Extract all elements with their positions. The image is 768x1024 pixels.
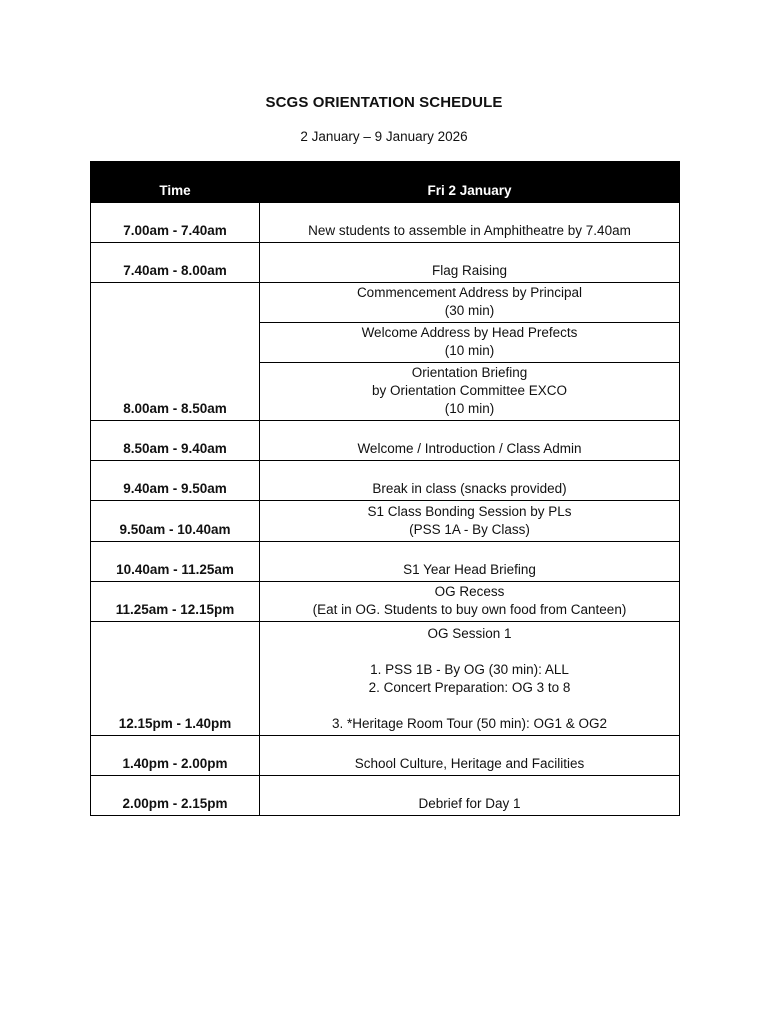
table-row — [91, 736, 680, 776]
table-row — [91, 542, 680, 582]
activity-cell: Welcome Address by Head Prefects (10 min) — [260, 323, 680, 363]
table-row — [91, 501, 680, 542]
activity-cell: School Culture, Heritage and Facilities — [260, 736, 680, 776]
table-row — [91, 243, 680, 283]
header-row — [91, 162, 680, 203]
page-title: SCGS ORIENTATION SCHEDULE — [265, 94, 503, 111]
table-row — [91, 776, 680, 816]
time-cell: 7.00am - 7.40am — [91, 203, 260, 243]
activity-cell: Break in class (snacks provided) — [260, 461, 680, 501]
activity-cell: Orientation Briefing by Orientation Committee EXCO (10 min) — [260, 363, 680, 421]
table-row — [91, 461, 680, 501]
time-cell: 10.40am - 11.25am — [91, 542, 260, 582]
time-cell: 7.40am - 8.00am — [91, 243, 260, 283]
time-cell: 9.40am - 9.50am — [91, 461, 260, 501]
activity-cell: OG Session 1 1. PSS 1B - By OG (30 min): ALL 2. Concert Preparation: OG 3 to 8 3. *Heritage Room Tour (50 min): OG1 & OG2 — [260, 622, 680, 736]
activity-cell: Debrief for Day 1 — [260, 776, 680, 816]
activity-cell: New students to assemble in Amphitheatre by 7.40am — [260, 203, 680, 243]
date-range: 2 January – 9 January 2026 — [300, 129, 468, 144]
table-row — [91, 203, 680, 243]
header-time: Time — [91, 162, 260, 203]
table-row — [91, 283, 680, 323]
activity-cell: Welcome / Introduction / Class Admin — [260, 421, 680, 461]
activity-cell: OG Recess (Eat in OG. Students to buy own food from Canteen) — [260, 582, 680, 622]
table-row — [91, 582, 680, 622]
schedule-table — [90, 161, 680, 816]
activity-cell: Flag Raising — [260, 243, 680, 283]
time-cell: 9.50am - 10.40am — [91, 501, 260, 542]
time-cell: 2.00pm - 2.15pm — [91, 776, 260, 816]
header-day: Fri 2 January — [260, 162, 680, 203]
time-cell: 8.00am - 8.50am — [91, 283, 260, 421]
table-row — [91, 421, 680, 461]
activity-cell: Commencement Address by Principal (30 min) — [260, 283, 680, 323]
time-cell: 8.50am - 9.40am — [91, 421, 260, 461]
time-cell: 12.15pm - 1.40pm — [91, 622, 260, 736]
time-cell: 1.40pm - 2.00pm — [91, 736, 260, 776]
time-cell: 11.25am - 12.15pm — [91, 582, 260, 622]
activity-cell: S1 Year Head Briefing — [260, 542, 680, 582]
activity-cell: S1 Class Bonding Session by PLs (PSS 1A - By Class) — [260, 501, 680, 542]
table-row — [91, 622, 680, 736]
